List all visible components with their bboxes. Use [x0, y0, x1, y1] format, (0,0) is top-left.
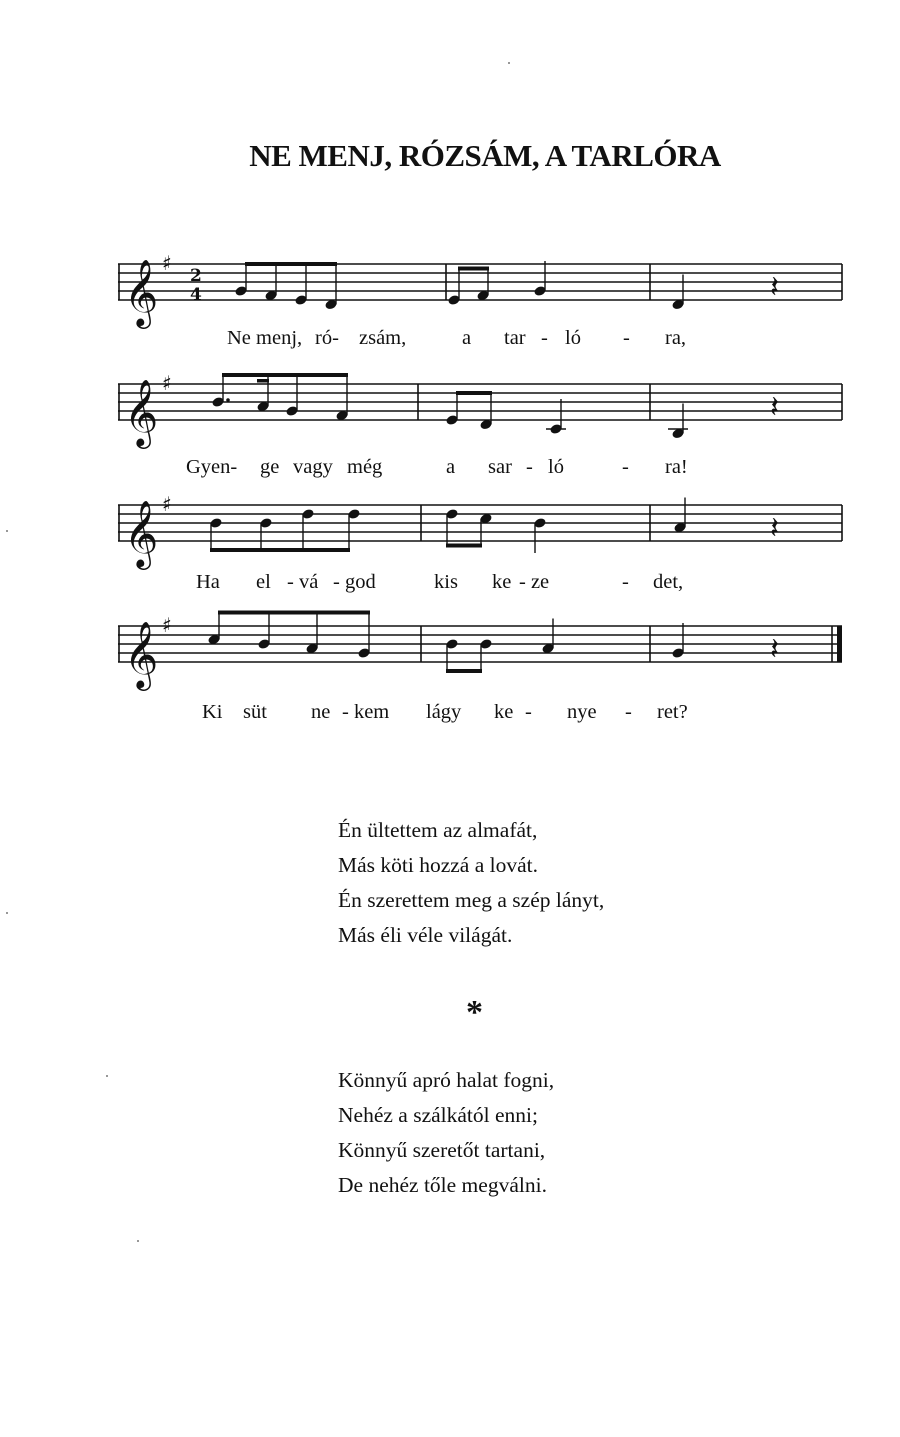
- lyric-syllable: süt: [243, 701, 267, 723]
- beam: [245, 262, 337, 266]
- song-title: NE MENJ, RÓZSÁM, A TARLÓRA: [249, 138, 721, 173]
- treble-clef-icon: 𝄞: [124, 620, 159, 688]
- treble-clef-icon: 𝄞: [124, 258, 159, 326]
- scan-speck: [6, 530, 8, 532]
- sharp-icon: ♯: [162, 613, 172, 637]
- beam: [458, 267, 489, 271]
- lyric-syllable: ra!: [665, 456, 688, 478]
- lyric-syllable: Ne menj,: [227, 327, 303, 349]
- time-signature-top: 2: [190, 266, 202, 286]
- lyric-syllable: ló: [565, 327, 581, 349]
- verse-line: Más köti hozzá a lovát.: [338, 853, 539, 877]
- lyric-syllable: det,: [653, 571, 684, 593]
- beam: [446, 669, 482, 673]
- scan-speck: [6, 912, 8, 914]
- verse-line: Én szerettem meg a szép lányt,: [338, 888, 605, 912]
- final-barline-thick: [837, 626, 842, 662]
- treble-clef-icon: 𝄞: [124, 378, 159, 446]
- lyric-syllable: - vá: [287, 571, 319, 593]
- verse-1: [338, 813, 604, 953]
- lyric-syllable: lágy: [426, 701, 462, 723]
- lyric-syllable: sar: [488, 456, 512, 478]
- quarter-rest-icon: 𝄽: [770, 511, 780, 546]
- lyric-syllable: ló: [548, 456, 564, 478]
- lyric-syllable: zsám,: [359, 327, 407, 349]
- lyric-hyphen: -: [623, 327, 630, 349]
- lyric-syllable: tar: [504, 327, 526, 349]
- lyric-syllable: - kem: [342, 701, 390, 723]
- sharp-icon: ♯: [162, 492, 172, 516]
- lyric-hyphen: -: [525, 701, 532, 723]
- note-dot: [226, 398, 230, 402]
- verse-line: Én ültettem az almafát,: [338, 818, 538, 842]
- lyric-syllable: ne: [311, 701, 331, 723]
- lyric-syllable: ra,: [665, 327, 687, 349]
- beam: [257, 379, 269, 383]
- beam: [222, 373, 348, 377]
- staff-4-notation: [118, 612, 844, 692]
- lyric-syllable: kis: [434, 571, 458, 593]
- verse-line: Könnyű apró halat fogni,: [338, 1068, 555, 1092]
- beam: [210, 548, 350, 552]
- quarter-rest-icon: 𝄽: [770, 632, 780, 667]
- verse-line: Nehéz a szálkától enni;: [338, 1103, 538, 1127]
- verse-separator: *: [466, 994, 483, 1031]
- lyric-syllable: - ze: [519, 571, 550, 593]
- lyric-hyphen: -: [622, 456, 629, 478]
- lyric-hyphen: -: [625, 701, 632, 723]
- lyric-syllable: ke: [492, 571, 512, 593]
- lyric-syllable: nye: [567, 701, 597, 723]
- sharp-icon: ♯: [162, 371, 172, 395]
- beam: [446, 544, 482, 548]
- staff-3-notation: [118, 491, 844, 571]
- verse-line: Könnyű szeretőt tartani,: [338, 1138, 546, 1162]
- lyric-hyphen: -: [622, 571, 629, 593]
- lyric-syllable: még: [347, 456, 383, 478]
- music-staff-4: [118, 612, 844, 692]
- lyric-syllable: a: [462, 327, 472, 349]
- staff-2-notation: [118, 370, 844, 450]
- lyric-syllable: Ki: [202, 701, 223, 723]
- lyric-syllable: a: [446, 456, 456, 478]
- lyric-syllable: ret?: [657, 701, 688, 723]
- lyric-hyphen: -: [526, 456, 533, 478]
- treble-clef-icon: 𝄞: [124, 499, 159, 567]
- staff-1-notation: [118, 250, 844, 330]
- lyric-syllable: ró-: [315, 327, 339, 349]
- beam: [218, 611, 370, 615]
- beam: [456, 391, 492, 395]
- quarter-rest-icon: 𝄽: [770, 390, 780, 425]
- scan-speck: [106, 1075, 108, 1077]
- quarter-rest-icon: 𝄽: [770, 270, 780, 305]
- verse-2: [338, 1063, 554, 1203]
- lyric-syllable: ke: [494, 701, 514, 723]
- lyric-hyphen: -: [541, 327, 548, 349]
- time-signature-bottom: 4: [190, 285, 202, 305]
- music-staff-2: [118, 370, 844, 450]
- sharp-icon: ♯: [162, 251, 172, 275]
- lyric-syllable: el: [256, 571, 271, 593]
- lyric-syllable: Gyen-: [186, 456, 238, 478]
- verse-line: Más éli véle világát.: [338, 923, 513, 947]
- verse-line: De nehéz tőle megválni.: [338, 1173, 547, 1197]
- lyric-syllable: Ha: [196, 571, 220, 593]
- music-staff-3: [118, 491, 844, 571]
- scan-speck: [137, 1240, 139, 1242]
- lyric-syllable: ge: [260, 456, 280, 478]
- lyric-syllable: vagy: [293, 456, 333, 478]
- lyric-syllable: - god: [333, 571, 376, 593]
- scan-speck: [508, 62, 510, 64]
- music-staff-1: [118, 250, 844, 330]
